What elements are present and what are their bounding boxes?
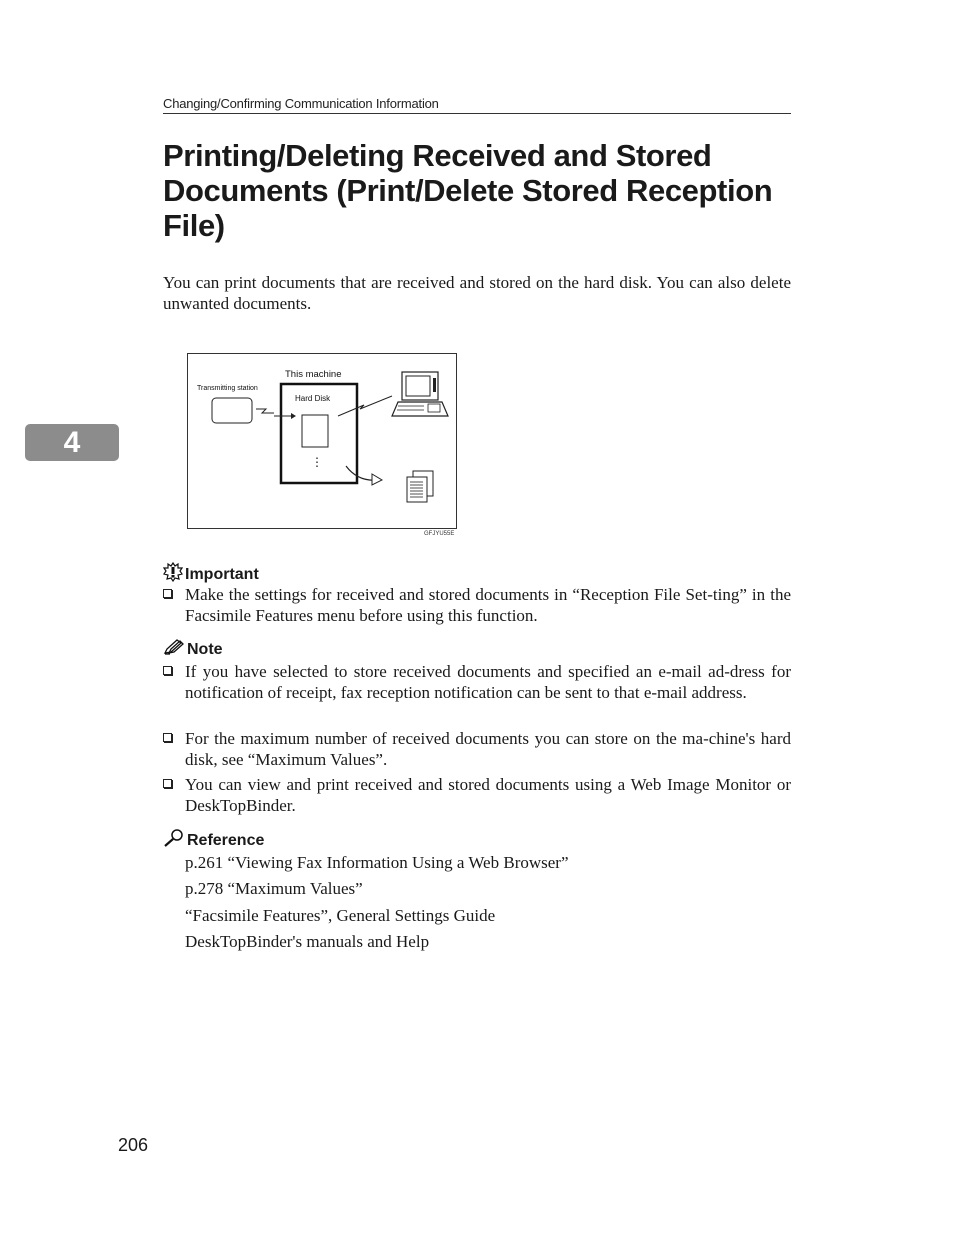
intro-paragraph: You can print documents that are received and stored on the hard disk. You can also delete unwanted documents. (163, 273, 791, 313)
reference-heading (163, 828, 264, 853)
reception-diagram (187, 353, 457, 529)
label-this-machine: This machine (285, 369, 342, 380)
label-transmitting-station: Transmitting station (197, 385, 258, 392)
note-item (163, 661, 791, 703)
checkbox-bullet-icon (163, 666, 172, 675)
checkbox-bullet-icon (163, 733, 172, 742)
transmitting-station-icon (212, 398, 252, 423)
checkbox-bullet-icon (163, 589, 172, 598)
important-heading-label: Important (185, 565, 259, 583)
stored-document-icon (302, 415, 328, 447)
network-link (338, 396, 392, 416)
note-item-text: For the maximum number of received documents you can store on the ma-chine's hard disk, see “Maximum Values”. (185, 729, 791, 769)
pencil-icon (163, 638, 185, 661)
reference-item: DeskTopBinder's manuals and Help (185, 932, 430, 951)
reference-link[interactable]: p.261 “Viewing Fax Information Using a Web Browser” (185, 853, 569, 872)
transmission-arrow (256, 409, 274, 413)
label-hard-disk: Hard Disk (295, 394, 331, 403)
computer-icon (392, 372, 448, 416)
important-item (163, 584, 791, 626)
figure-code: GFJYU55E (424, 531, 455, 537)
reference-item: “Facsimile Features”, General Settings Guide (185, 906, 496, 925)
note-item-text: You can view and print received and stored documents using a Web Image Monitor or DeskTopBinder. (185, 775, 791, 815)
checkbox-bullet-icon (163, 779, 172, 788)
running-header: Changing/Confirming Communication Information (163, 96, 791, 114)
note-heading-label: Note (187, 640, 223, 658)
magnifier-icon (163, 828, 185, 853)
important-item-text: Make the settings for received and stored documents in “Reception File Set-ting” in the Facsimile Features menu before using this function. (185, 585, 791, 625)
diagram-graphics (188, 354, 458, 530)
page-number: 206 (118, 1135, 149, 1155)
chapter-tab: 4 (25, 424, 119, 461)
note-item-text: If you have selected to store received documents and specified an e-mail ad-dress for notification of receipt, fax reception notification can be sent to that e-mail address. (185, 662, 791, 702)
note-item (163, 774, 791, 816)
reference-heading-label: Reference (187, 831, 265, 849)
note-heading (163, 638, 223, 661)
note-item (163, 728, 791, 770)
page-title: Printing/Deleting Received and Stored Documents (Print/Delete Stored Reception File) (163, 138, 773, 243)
more-documents-dots: ⋮ (311, 455, 323, 469)
printed-documents-icon (407, 471, 433, 502)
reference-link[interactable]: p.278 “Maximum Values” (185, 879, 363, 898)
